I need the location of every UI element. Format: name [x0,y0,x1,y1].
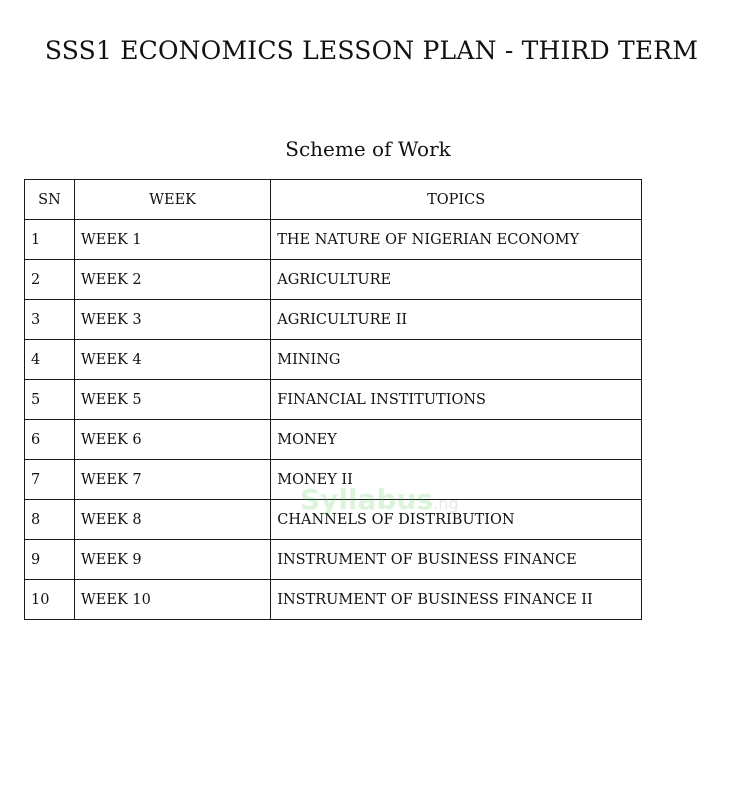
header-sn: SN [25,180,75,220]
page-title: SSS1 ECONOMICS LESSON PLAN - THIRD TERM [44,36,699,65]
row-topic: THE NATURE OF NIGERIAN ECONOMY [271,220,642,260]
watermark-brand: Syllabus [300,483,434,516]
row-week: WEEK 6 [74,420,270,460]
row-topic: MONEY [271,420,642,460]
row-week: WEEK 5 [74,380,270,420]
row-week: WEEK 3 [74,300,270,340]
row-week: WEEK 10 [74,580,270,620]
row-sn: 2 [25,260,75,300]
table-row [25,340,642,380]
row-week: WEEK 4 [74,340,270,380]
scheme-of-work-table [24,179,642,620]
row-sn: 3 [25,300,75,340]
row-topic: AGRICULTURE [271,260,642,300]
row-sn: 7 [25,460,75,500]
row-topic: FINANCIAL INSTITUTIONS [271,380,642,420]
row-sn: 9 [25,540,75,580]
row-sn: 8 [25,500,75,540]
row-sn: 4 [25,340,75,380]
row-sn: 6 [25,420,75,460]
row-topic: INSTRUMENT OF BUSINESS FINANCE II [271,580,642,620]
header-week: WEEK [74,180,270,220]
table-row [25,580,642,620]
row-topic: MINING [271,340,642,380]
row-topic: INSTRUMENT OF BUSINESS FINANCE [271,540,642,580]
row-week: WEEK 9 [74,540,270,580]
table-row [25,220,642,260]
table-row [25,460,642,500]
row-sn: 5 [25,380,75,420]
table-row [25,420,642,460]
row-sn: 10 [25,580,75,620]
table-row [25,260,642,300]
row-week: WEEK 8 [74,500,270,540]
table-header-row [25,180,642,220]
row-week: WEEK 7 [74,460,270,500]
scheme-of-work-heading: Scheme of Work [285,137,451,161]
watermark-suffix: .ng [433,494,459,513]
row-topic: AGRICULTURE II [271,300,642,340]
table-row [25,540,642,580]
row-sn: 1 [25,220,75,260]
row-topic: MONEY II [271,460,642,500]
table-row [25,380,642,420]
row-week: WEEK 2 [74,260,270,300]
table-row [25,300,642,340]
table-row [25,500,642,540]
row-topic: CHANNELS OF DISTRIBUTION [271,500,642,540]
header-topics: TOPICS [271,180,642,220]
row-week: WEEK 1 [74,220,270,260]
